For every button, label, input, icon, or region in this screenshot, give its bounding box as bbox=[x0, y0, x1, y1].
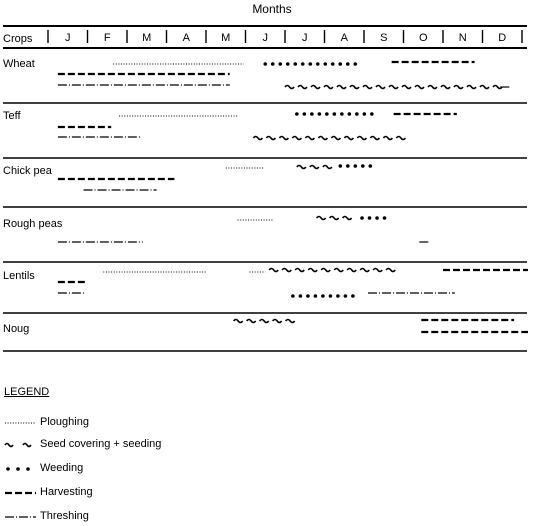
legend-label-harvesting: Harvesting bbox=[40, 486, 93, 498]
legend-title: LEGEND bbox=[4, 386, 50, 398]
seeding-mark bbox=[269, 269, 395, 272]
threshing-swatch bbox=[4, 508, 38, 524]
month-label: A bbox=[340, 32, 348, 44]
legend-label-ploughing: Ploughing bbox=[40, 416, 89, 428]
month-label: J bbox=[65, 32, 71, 44]
seeding-mark bbox=[317, 217, 352, 220]
seeding-mark bbox=[285, 86, 502, 89]
ploughing-swatch bbox=[4, 414, 38, 430]
legend-item-weeding bbox=[4, 460, 304, 476]
legend-item-threshing bbox=[4, 508, 304, 524]
harvesting-swatch bbox=[4, 484, 38, 500]
seeding-swatch bbox=[4, 436, 38, 452]
crop-name: Wheat bbox=[3, 58, 35, 70]
crop-rows bbox=[3, 58, 528, 351]
crop-name: Teff bbox=[3, 110, 21, 122]
month-label: F bbox=[103, 32, 111, 44]
month-label: N bbox=[458, 32, 467, 44]
legend-item-harvesting bbox=[4, 484, 304, 500]
weeding-mark bbox=[339, 164, 373, 168]
month-label: A bbox=[182, 32, 190, 44]
months-title: Months bbox=[252, 2, 292, 16]
crops-column-label: Crops bbox=[3, 33, 33, 45]
seeding-mark bbox=[297, 166, 332, 169]
legend bbox=[4, 386, 304, 521]
seeding-mark bbox=[253, 137, 405, 140]
weeding-mark bbox=[295, 112, 374, 116]
month-label: S bbox=[380, 32, 388, 44]
crop-row bbox=[3, 320, 528, 352]
legend-item-seeding bbox=[4, 436, 304, 452]
month-label: D bbox=[498, 32, 507, 44]
legend-label-seeding: Seed covering + seeding bbox=[40, 438, 162, 450]
crop-name: Noug bbox=[3, 323, 30, 335]
month-label: M bbox=[221, 32, 231, 44]
weeding-swatch bbox=[4, 460, 38, 476]
weeding-mark bbox=[360, 216, 386, 220]
crop-row bbox=[3, 164, 527, 207]
legend-label-threshing: Threshing bbox=[40, 510, 89, 522]
crop-row bbox=[3, 58, 527, 103]
legend-label-weeding: Weeding bbox=[40, 462, 84, 474]
weeding-mark bbox=[263, 62, 357, 66]
weeding-mark bbox=[291, 294, 355, 298]
crop-name: Lentils bbox=[3, 270, 35, 282]
crop-row bbox=[3, 269, 528, 314]
month-label: M bbox=[142, 32, 152, 44]
crop-name: Rough peas bbox=[3, 218, 63, 230]
crop-name: Chick pea bbox=[3, 165, 52, 177]
month-label: O bbox=[418, 32, 428, 44]
month-header-row bbox=[3, 26, 527, 48]
seeding-mark bbox=[234, 320, 295, 323]
legend-item-ploughing bbox=[4, 414, 304, 430]
month-label: J bbox=[262, 32, 268, 44]
crop-row bbox=[3, 216, 527, 262]
crop-row bbox=[3, 110, 527, 158]
month-label: J bbox=[302, 32, 308, 44]
